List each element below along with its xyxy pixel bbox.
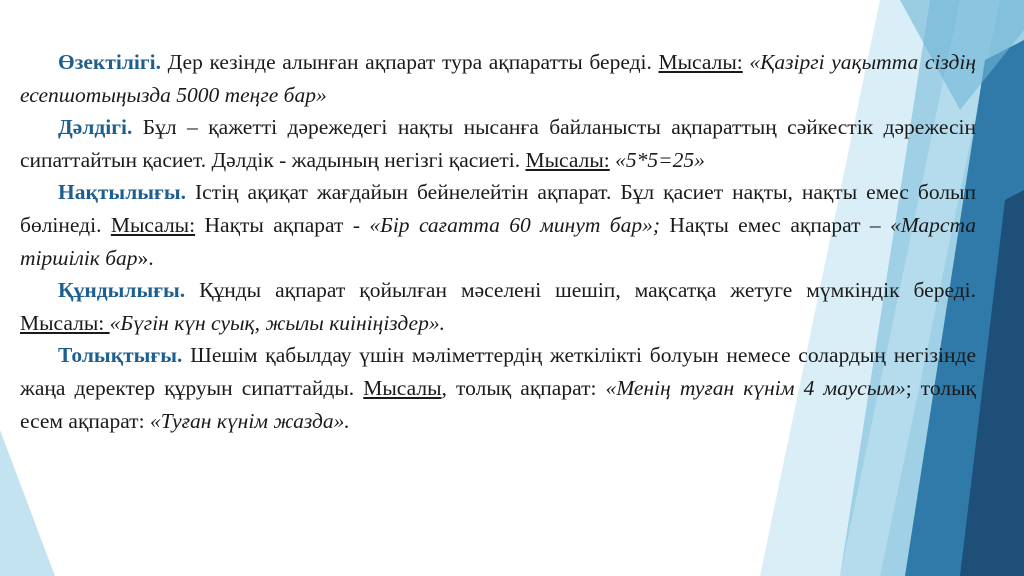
term-completeness: Толықтығы. bbox=[58, 343, 183, 368]
example-label: Мысалы: bbox=[110, 212, 196, 237]
example-label: Мысалы: bbox=[658, 50, 743, 74]
text: Шешім қабылдау үшін мәліметтердің жеткілікті болуын немесе солардың негізінде жаңа деректер құруын сипаттайды. bbox=[20, 343, 976, 400]
example-quote: «Қазіргі уақытта сіздің есепшотыңызда 5000 теңге бар» bbox=[20, 50, 977, 107]
paragraph-reliability bbox=[20, 176, 976, 274]
example-label: Мысалы: bbox=[20, 310, 110, 335]
example-label: Мысалы: bbox=[525, 147, 610, 172]
text: ». bbox=[137, 245, 154, 270]
example-quote: «5*5=25» bbox=[615, 147, 705, 172]
text: Дер кезінде алынған ақпарат тура ақпаратты береді. bbox=[160, 50, 659, 74]
example-quote: «Менің туған күнім 4 маусым» bbox=[605, 375, 906, 400]
text: , толық ақпарат: bbox=[441, 375, 606, 400]
example-label: Мысалы bbox=[363, 375, 442, 400]
paragraph-accuracy bbox=[20, 111, 976, 176]
example-quote: «Бүгін күн суық, жылы киініңіздер». bbox=[109, 310, 445, 335]
paragraph-completeness bbox=[20, 339, 976, 437]
text: Нақты емес ақпарат – bbox=[660, 212, 891, 237]
slide-content bbox=[20, 46, 976, 437]
example-quote: «Бір сағатта 60 минут бар»; bbox=[369, 212, 661, 237]
example-quote-2: «Туған күнім жазда». bbox=[149, 408, 350, 433]
term-relevance: Өзектілігі. bbox=[58, 50, 161, 74]
paragraph-relevance bbox=[20, 46, 976, 111]
term-accuracy: Дәлдігі. bbox=[58, 115, 133, 140]
text: Істің ақиқат жағдайын бейнелейтін ақпарат. Бұл қасиет нақты, нақты емес болып бөлінеді. bbox=[20, 180, 976, 237]
text: Құнды ақпарат қойылған мәселені шешіп, мақсатқа жетуге мүмкіндік береді. bbox=[185, 278, 976, 303]
term-reliability: Нақтылығы. bbox=[58, 180, 186, 205]
text: ; толық есем ақпарат: bbox=[20, 375, 977, 433]
text: Бұл – қажетті дәрежедегі нақты нысанға байланысты ақпараттың сәйкестік дәрежесін сипаттайтын қасиет. Дәлдік - жадының негізгі қасиеті. bbox=[20, 115, 976, 172]
left-decor-triangle bbox=[0, 430, 55, 576]
term-value: Құндылығы. bbox=[58, 278, 186, 303]
text: Нақты ақпарат - bbox=[195, 212, 370, 237]
example-quote-2: «Марста тіршілік бар bbox=[20, 212, 976, 270]
paragraph-value bbox=[20, 274, 976, 339]
